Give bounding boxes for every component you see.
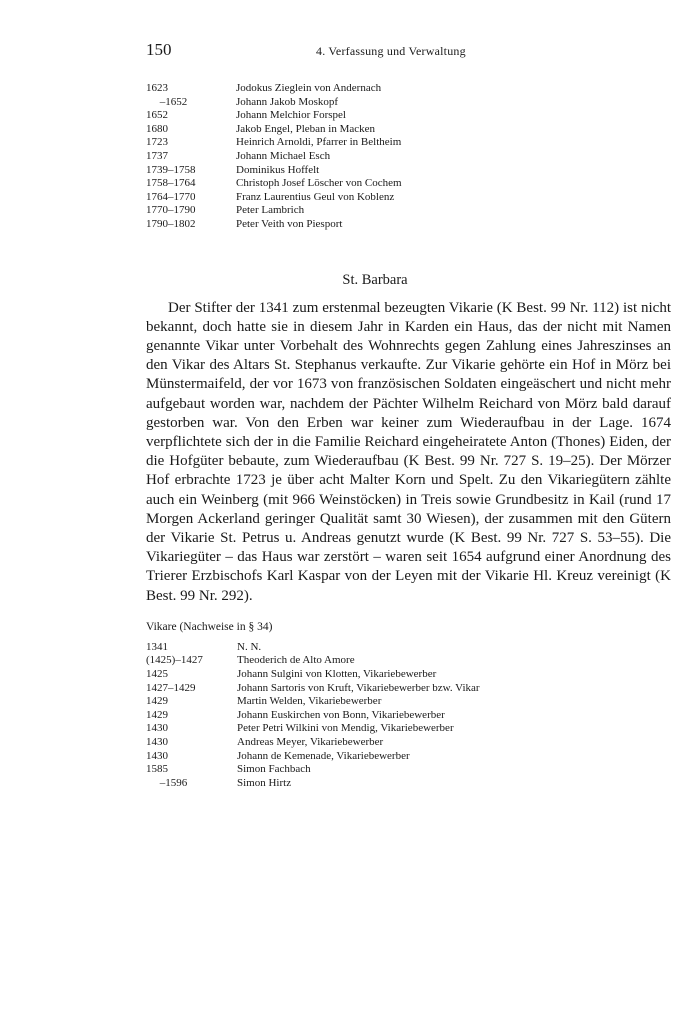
list-top	[146, 82, 558, 232]
entry-name: Jakob Engel, Pleban in Macken	[236, 122, 375, 135]
entry-name: Johann de Kemenade, Vikariebewerber	[237, 749, 410, 762]
vikare-heading: Vikare (Nachweise in § 34)	[146, 620, 273, 633]
entry-date: 1758–1764	[146, 177, 196, 190]
list-vikare	[146, 641, 558, 791]
list-item	[146, 763, 558, 777]
list-item	[146, 96, 558, 110]
entry-name: Johann Michael Esch	[236, 149, 331, 162]
entry-name: Christoph Josef Löscher von Cochem	[236, 177, 402, 190]
list-item	[146, 722, 558, 736]
list-item	[146, 641, 558, 655]
list-item	[146, 777, 558, 791]
entry-date: 1429	[146, 708, 168, 721]
entry-date: 1429	[146, 695, 168, 708]
list-item	[146, 164, 558, 178]
entry-date: 1737	[146, 149, 168, 162]
entry-name: Simon Hirtz	[237, 776, 292, 789]
entry-date: 1430	[146, 735, 168, 748]
entry-name: Johann Melchior Forspel	[236, 109, 346, 122]
list-item	[146, 204, 558, 218]
entry-name: Peter Lambrich	[236, 204, 305, 217]
page-header	[146, 40, 558, 64]
entry-date: 1585	[146, 763, 168, 776]
entry-date: 1425	[146, 667, 168, 680]
entry-name: Theoderich de Alto Amore	[237, 654, 355, 667]
entry-name: Peter Petri Wilkini von Mendig, Vikariebewerber	[237, 722, 454, 735]
entry-date: 1430	[146, 749, 168, 762]
entry-name: Andreas Meyer, Vikariebewerber	[237, 735, 384, 748]
entry-date: 1623	[146, 82, 168, 94]
list-item	[146, 109, 558, 123]
entry-name: Peter Veith von Piesport	[236, 217, 343, 230]
entry-name: Jodokus Zieglein von Andernach	[236, 82, 382, 94]
list-item	[146, 736, 558, 750]
list-item	[146, 668, 558, 682]
list-item	[146, 218, 558, 232]
entry-name: Dominikus Hoffelt	[236, 163, 320, 176]
list-item	[146, 123, 558, 137]
entry-date: 1680	[146, 122, 168, 135]
list-item	[146, 150, 558, 164]
list-item	[146, 682, 558, 696]
page-number: 150	[146, 40, 172, 59]
list-item	[146, 654, 558, 668]
entry-name: Martin Welden, Vikariebewerber	[237, 695, 382, 708]
entry-name: Heinrich Arnoldi, Pfarrer in Beltheim	[236, 136, 402, 149]
entry-date: 1790–1802	[146, 217, 196, 230]
entry-name: Simon Fachbach	[237, 763, 311, 776]
entry-name: Franz Laurentius Geul von Koblenz	[236, 190, 395, 203]
entry-date: 1430	[146, 722, 168, 735]
list-item	[146, 191, 558, 205]
entry-date: –1596	[146, 776, 188, 789]
entry-name: Johann Sartoris von Kruft, Vikariebewerber bzw. Vikar	[237, 681, 480, 694]
entry-date: 1739–1758	[146, 163, 196, 176]
list-item	[146, 177, 558, 191]
section-title: St. Barbara	[342, 271, 408, 288]
list-item	[146, 750, 558, 764]
entry-name: N. N.	[237, 640, 262, 653]
entry-date: –1652	[146, 95, 188, 108]
list-item	[146, 136, 558, 150]
book-page	[146, 40, 671, 790]
entry-date: 1341	[146, 640, 168, 653]
entry-date: 1764–1770	[146, 190, 196, 203]
list-item	[146, 695, 558, 709]
body-paragraph: Der Stifter der 1341 zum erstenmal bezeugten Vikarie (K Best. 99 Nr. 112) ist nicht bekannt, doch hatte sie in diesem Jahr in Karden ein Haus, das der nicht mit Namen genannte Vikar unter Vorbehalt des Wohnrechts gegen Zahlung eines Jahreszinses an den Vikar des Altars St. Stephanus verkaufte. Zur Vikarie gehörte ein Hof in Mörz bei Münstermaifeld, der vor 1673 von französischen Soldaten eingeäschert und nicht mehr aufgebaut worden war, nachdem der Pächter Wilhelm Reichard von Mörz bald darauf gestorben war. Von den Erben war keiner zum Wiederaufbau in der Lage. 1674 verpflichtete sich der in die Familie Reichard eingeheiratete Anton (Thones) Eiden, der die Hofgüter bebaute, zum Wiederaufbau (K Best. 99 Nr. 727 S. 19–25). Der Mörzer Hof erbrachte 1723 je über acht Malter Korn und Spelt. Zu den Vikariegütern zählte auch ein Weinberg (mit 966 Weinstöcken) in Treis sowie Grundbesitz in Kail (rund 17 Morgen Ackerland geringer Qualität samt 30 Wiesen), der zusammen mit den Gütern der Vikarie St. Petrus u. Andreas genutzt wurde (K Best. 99 Nr. 727 S. 53–55). Die Vikariegüter – das Haus war zerstört – waren seit 1654 aufgrund einer Anordnung des Trierer Erzbischofs Karl Kaspar von der Leyen mit der Vikarie Hl. Kreuz vereinigt (K Best. 99 Nr. 292).	[146, 299, 671, 604]
entry-date: (1425)–1427	[146, 654, 203, 667]
entry-date: 1723	[146, 136, 168, 149]
list-item	[146, 82, 558, 96]
running-head: 4. Verfassung und Verwaltung	[316, 44, 466, 58]
entry-date: 1427–1429	[146, 681, 196, 694]
entry-name: Johann Euskirchen von Bonn, Vikariebewerber	[237, 708, 445, 721]
list-item	[146, 709, 558, 723]
entry-name: Johann Jakob Moskopf	[236, 95, 339, 108]
entry-date: 1770–1790	[146, 204, 196, 217]
entry-name: Johann Sulgini von Klotten, Vikariebewerber	[237, 667, 437, 680]
entry-date: 1652	[146, 109, 168, 122]
